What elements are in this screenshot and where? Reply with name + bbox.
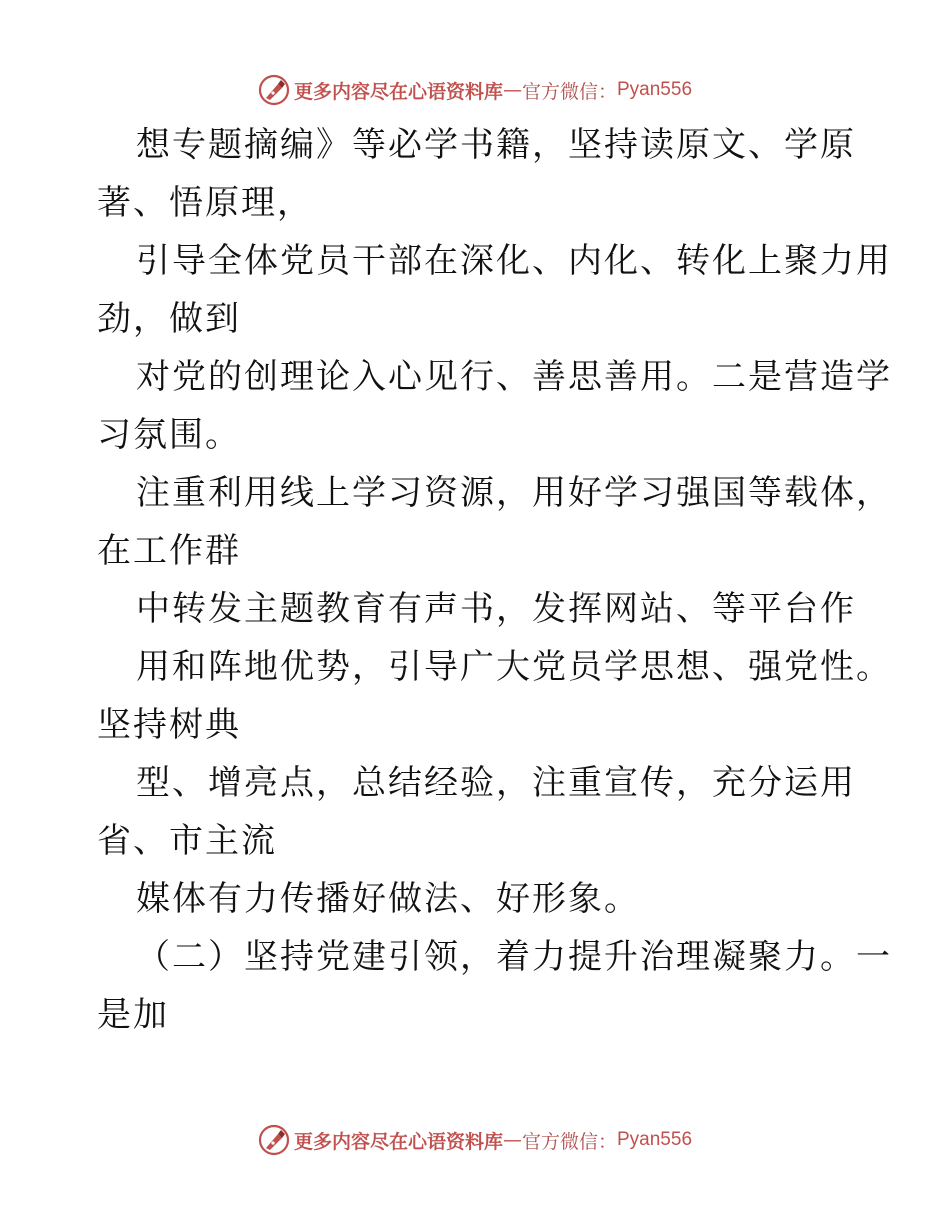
- text-line: 在工作群: [97, 531, 241, 571]
- text-line: 想专题摘编》等必学书籍，坚持读原文、学原: [136, 125, 856, 165]
- text-line: 中转发主题教育有声书，发挥网站、等平台作: [136, 589, 856, 629]
- text-line: 是加: [97, 995, 169, 1035]
- footer-banner: [0, 1124, 950, 1156]
- text-line: 习氛围。: [97, 415, 241, 455]
- text-line: 型、增亮点，总结经验，注重宣传，充分运用: [136, 763, 856, 803]
- pen-nib-logo-icon: [258, 74, 290, 106]
- banner-site-text: 更多内容尽在心语资料库: [293, 1130, 503, 1153]
- text-line: 注重利用线上学习资源，用好学习强国等载体，: [136, 473, 892, 513]
- banner-dash: —: [502, 79, 522, 101]
- banner-dash: —: [502, 1129, 522, 1151]
- text-line: 用和阵地优势，引导广大党员学思想、强党性。: [136, 647, 892, 687]
- text-line: 坚持树典: [97, 705, 241, 745]
- text-line: 省、市主流: [97, 821, 277, 861]
- text-line: 对党的创理论入心见行、善思善用。二是营造学: [136, 357, 892, 397]
- pen-nib-logo-icon: [258, 1124, 290, 1156]
- text-line: 著、悟原理，: [97, 183, 313, 223]
- banner-site-text: 更多内容尽在心语资料库: [293, 80, 503, 103]
- banner-wechat-label: 官方微信：: [521, 1130, 617, 1153]
- banner-wechat-id: Pyan556: [617, 1129, 693, 1150]
- header-banner: [0, 74, 950, 106]
- document-body: [97, 116, 892, 1044]
- text-line: 劲，做到: [97, 299, 241, 339]
- banner-wechat-id: Pyan556: [617, 79, 693, 100]
- banner-wechat-label: 官方微信：: [521, 80, 617, 103]
- text-line: 引导全体党员干部在深化、内化、转化上聚力用: [136, 241, 892, 281]
- text-line: （二）坚持党建引领，着力提升治理凝聚力。一: [136, 937, 892, 977]
- text-line: 媒体有力传播好做法、好形象。: [136, 879, 640, 919]
